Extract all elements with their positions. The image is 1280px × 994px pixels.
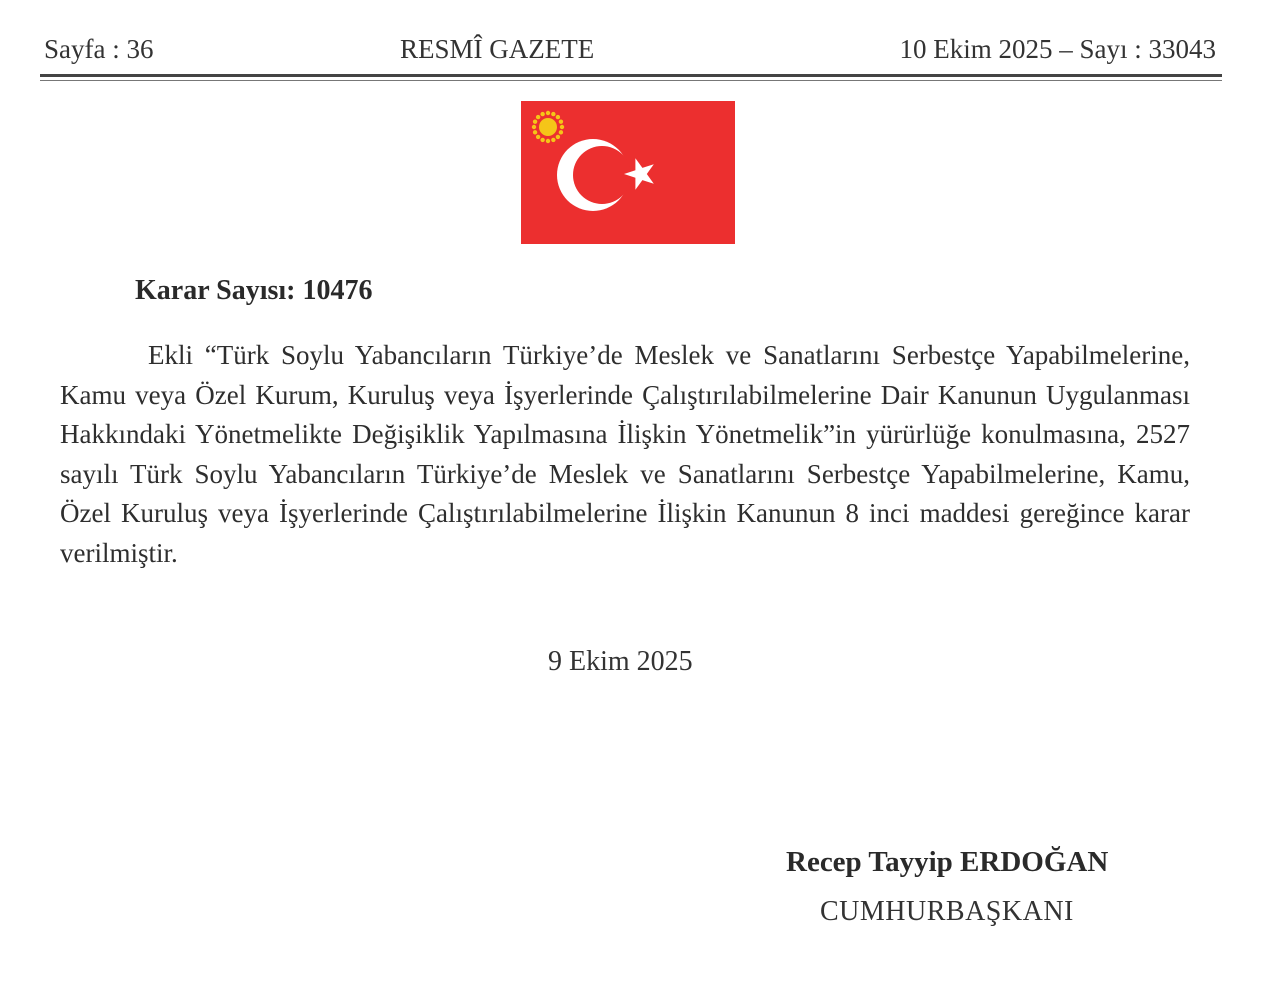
seal-star xyxy=(540,138,544,142)
seal-star xyxy=(551,138,555,142)
seal-star xyxy=(559,130,563,134)
decision-date: 9 Ekim 2025 xyxy=(548,646,693,677)
seal-star xyxy=(556,115,560,119)
decision-text: Ekli “Türk Soylu Yabancıların Türkiye’de Meslek ve Sanatlarını Serbestçe Yapabilmelerine, Kamu veya Özel Kurum, Kuruluş veya İşyerlerinde Çalıştırılabilmelerine Dair Kanunun Uygulanması Hakkındaki Yönetmelikte Değişiklik Yapılmasına İlişkin Yönetmelik”in yürürlüğe konulmasına, 2527 sayılı Türk Soylu Yabancıların Türkiye’de Meslek ve Sanatlarını Serbestçe Yapabilmelerine, Kamu, Özel Kuruluş veya İşyerlerinde Çalıştırılabilmelerine İlişkin Kanunun 8 inci maddesi gereğince karar verilmiştir. xyxy=(60,340,1190,568)
signatory-name: Recep Tayyip ERDOĞAN xyxy=(786,846,1109,878)
seal-star xyxy=(536,115,540,119)
signatory-title: CUMHURBAŞKANI xyxy=(820,896,1074,927)
decision-text-block xyxy=(60,336,1190,573)
seal-star xyxy=(556,135,560,139)
header-rule-thin xyxy=(40,80,1222,81)
page-header xyxy=(44,30,1216,70)
seal-star xyxy=(560,125,564,129)
crescent-inner xyxy=(573,146,631,204)
seal-star xyxy=(533,119,537,123)
seal-star xyxy=(536,135,540,139)
turkish-flag-icon xyxy=(521,101,735,244)
seal-star xyxy=(546,139,550,143)
seal-star xyxy=(540,112,544,116)
page-number: Sayfa : 36 xyxy=(44,34,154,64)
issue-info: 10 Ekim 2025 – Sayı : 33043 xyxy=(899,34,1216,64)
publication-title: RESMÎ GAZETE xyxy=(400,34,595,64)
seal-star xyxy=(546,111,550,115)
header-rule-thick xyxy=(40,74,1222,77)
seal-star xyxy=(533,130,537,134)
seal-star xyxy=(532,125,536,129)
seal-star xyxy=(559,119,563,123)
seal-star xyxy=(551,112,555,116)
decision-number: Karar Sayısı: 10476 xyxy=(135,275,373,306)
